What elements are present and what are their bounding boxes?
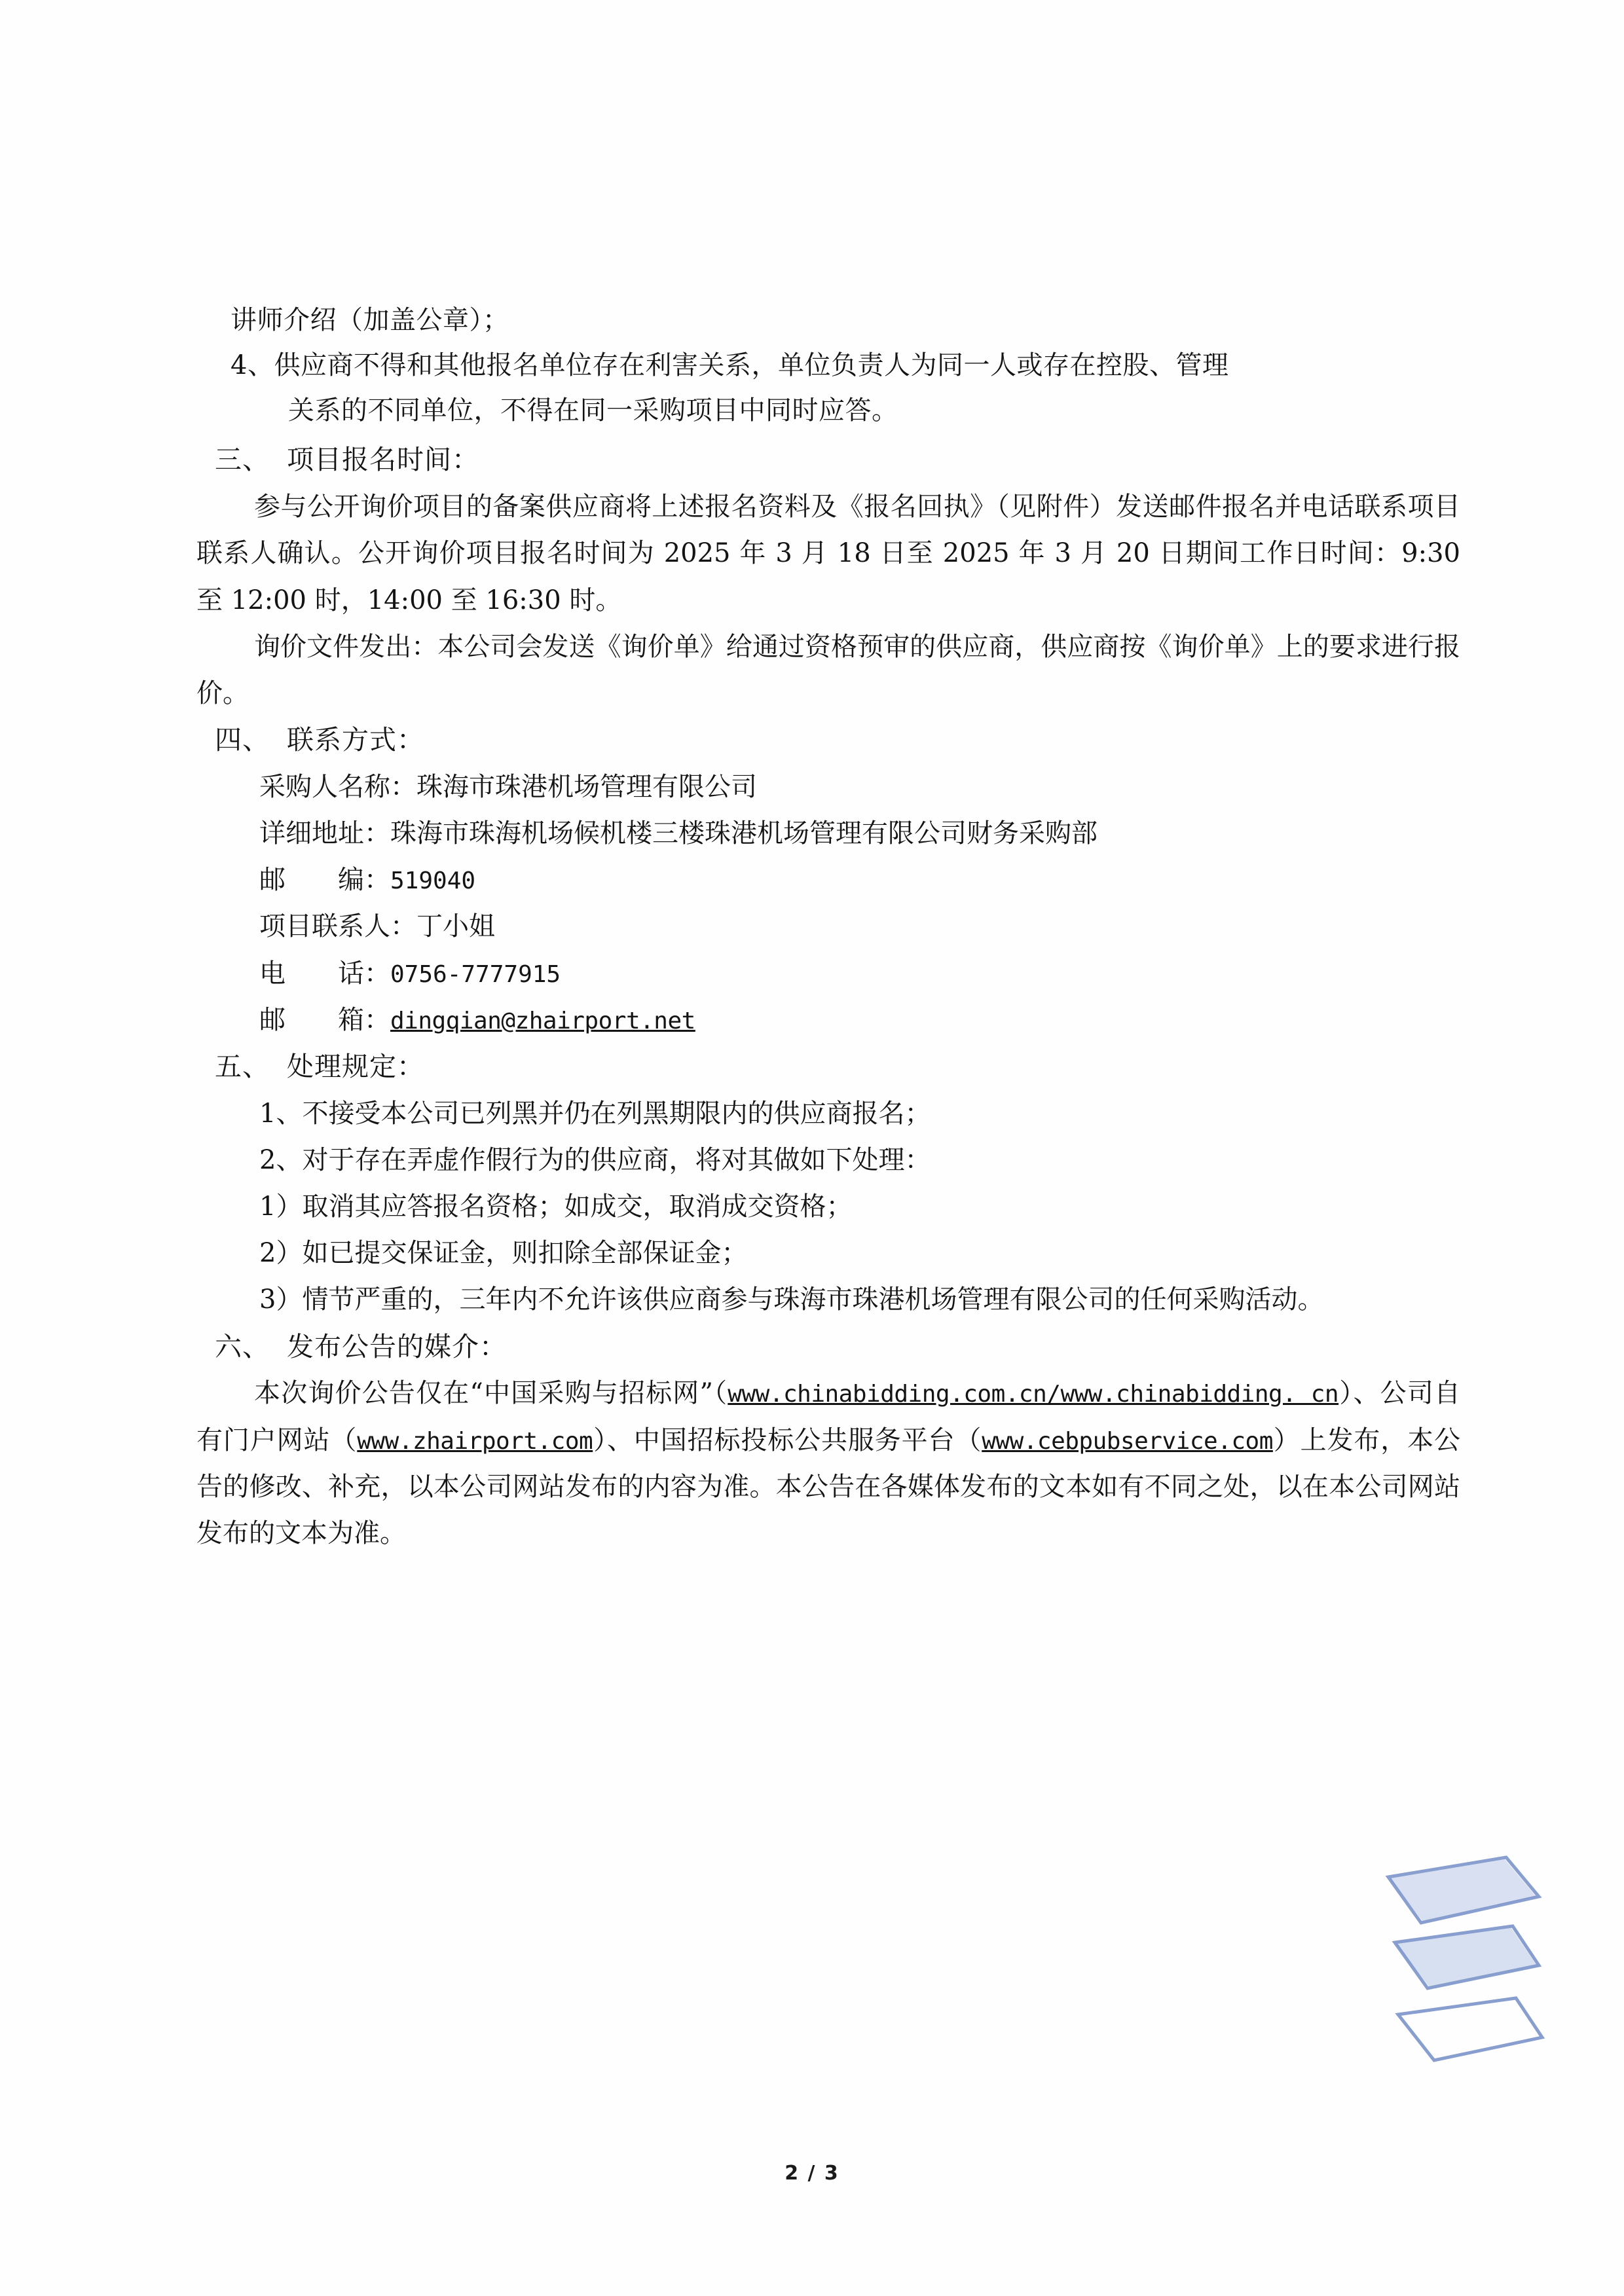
clause-4-line-2: 关系的不同单位，不得在同一采购项目中同时应答。 bbox=[288, 395, 898, 426]
contact-value: 珠海市珠海机场候机楼三楼珠港机场管理有限公司财务采购部 bbox=[390, 818, 1098, 849]
section-4-number: 四、 bbox=[215, 724, 270, 756]
media-text-a: 本次询价公告仅在“中国采购与招标网”（ bbox=[254, 1378, 728, 1409]
zhairport-link[interactable]: www.zhairport.com bbox=[357, 1427, 593, 1455]
page-number: 2 / 3 bbox=[784, 2162, 840, 2185]
contact-label: 采购人名称： bbox=[259, 771, 416, 802]
contact-row-address bbox=[259, 811, 1460, 857]
media-text-b: ）、公司自有门户网站（ bbox=[196, 1378, 1460, 1455]
contact-row-postcode bbox=[259, 857, 1460, 903]
contact-value: 0756-7777915 bbox=[390, 960, 561, 988]
section-3-heading bbox=[215, 437, 1460, 484]
section-5-title: 处理规定： bbox=[287, 1050, 424, 1082]
section-3-paragraph-1: 参与公开询价项目的备案供应商将上述报名资料及《报名回执》（见附件）发送邮件报名并电话联系项目联系人确认。公开询价项目报名时间为 2025 年 3 月 18 日至 2025 年 3 月 20 日期间工作日时间：9:30 至 12:00 时，14:00 至 16:30 时。 bbox=[196, 492, 1460, 615]
contact-row-buyer-name bbox=[259, 764, 1460, 811]
section-6-paragraph bbox=[196, 1370, 1460, 1557]
section-3-paragraph-2: 询价文件发出：本公司会发送《询价单》给通过资格预审的供应商，供应商按《询价单》上的要求进行报价。 bbox=[196, 631, 1460, 708]
contact-label: 邮 编： bbox=[259, 865, 390, 896]
chinabidding-link-2[interactable]: www.chinabidding. cn bbox=[1060, 1381, 1339, 1408]
contact-value: 珠海市珠港机场管理有限公司 bbox=[416, 771, 757, 802]
cebpubservice-link[interactable]: www.cebpubservice.com bbox=[982, 1427, 1273, 1455]
contact-label: 项目联系人： bbox=[259, 911, 416, 942]
contact-row-contact-person bbox=[259, 903, 1460, 950]
section-3-title: 项目报名时间： bbox=[287, 444, 479, 476]
list-item: 2、对于存在弄虚作假行为的供应商，将对其做如下处理： bbox=[259, 1144, 931, 1175]
contact-row-phone bbox=[259, 951, 1460, 997]
scanned-stamp-mark-icon bbox=[1375, 1851, 1545, 2086]
list-item: 1）取消其应答报名资格；如成交，取消成交资格； bbox=[259, 1192, 853, 1222]
media-text-d: ）上发布，本公告的修改、补充，以本公司网站发布的内容为准。本公告在各媒体发布的文本如有不同之处，以在本公司网站发布的文本为准。 bbox=[196, 1425, 1460, 1548]
contact-row-email bbox=[259, 997, 1460, 1044]
section-4-title: 联系方式： bbox=[287, 724, 424, 756]
contact-value: 519040 bbox=[390, 867, 476, 895]
clause-4-line-1: 4、供应商不得和其他报名单位存在利害关系，单位负责人为同一人或存在控股、管理 bbox=[231, 350, 1229, 380]
contact-label: 电 话： bbox=[259, 958, 390, 989]
contact-label: 邮 箱： bbox=[259, 1004, 390, 1035]
lecturer-intro-line: 讲师介绍（加盖公章）； bbox=[231, 305, 509, 335]
media-text-c: ）、中国招标投标公共服务平台（ bbox=[593, 1425, 982, 1455]
list-item: 3）情节严重的，三年内不允许该供应商参与珠海市珠港机场管理有限公司的任何采购活动。 bbox=[259, 1285, 1324, 1315]
chinabidding-link-1[interactable]: www.chinabidding.com.cn/ bbox=[728, 1381, 1061, 1408]
contact-label: 详细地址： bbox=[259, 818, 390, 849]
section-3-number: 三、 bbox=[215, 444, 270, 476]
section-5-heading bbox=[215, 1044, 1460, 1091]
section-5-number: 五、 bbox=[215, 1050, 270, 1082]
section-6-heading bbox=[215, 1324, 1460, 1371]
list-item: 2）如已提交保证金，则扣除全部保证金； bbox=[259, 1238, 748, 1269]
document-body bbox=[196, 298, 1460, 1557]
contact-value: 丁小姐 bbox=[416, 911, 495, 942]
section-6-number: 六、 bbox=[215, 1330, 270, 1362]
email-link[interactable]: dingqian@zhairport.net bbox=[390, 1007, 695, 1034]
list-item: 1、不接受本公司已列黑并仍在列黑期限内的供应商报名； bbox=[259, 1098, 931, 1129]
section-4-heading bbox=[215, 717, 1460, 764]
section-6-title: 发布公告的媒介： bbox=[287, 1330, 507, 1362]
